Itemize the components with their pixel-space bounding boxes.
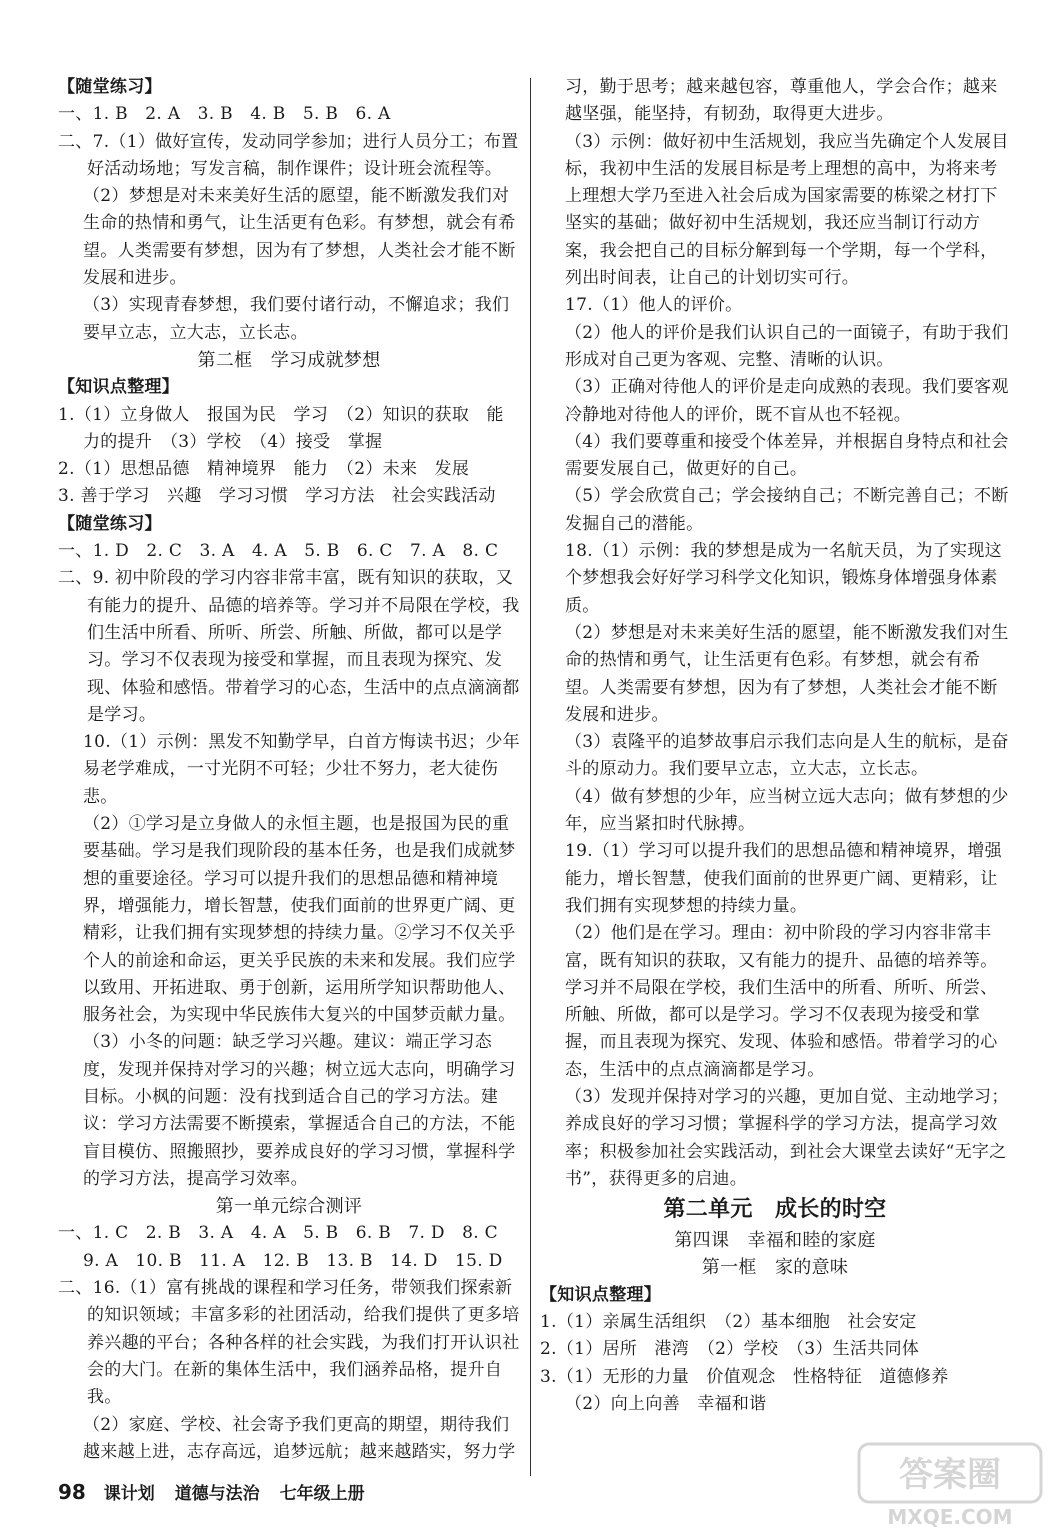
left-paragraph: 10.（1）示例：黑发不知勤学早，白首方悔读书迟；少年易老学难成，一寸光阴不可轻；少壮不努力，老大徒伤悲。 [83, 732, 520, 807]
watermark-text: 答案圈 [899, 1455, 1001, 1495]
right-paragraph: 17.（1）他人的评价。 [565, 295, 743, 316]
right-paragraph: 18.（1）示例：我的梦想是成为一名航天员，为了实现这个梦想我会好好学习科学文化知识，锻炼身体增强身体素质。 [565, 541, 1002, 616]
right-paragraph: （2）他人的评价是我们认识自己的一面镜子，有助于我们形成对自己更为客观、完整、清晰的认识。 [565, 322, 1009, 370]
right-paragraph: （2）向上向善 幸福和谐 [565, 1393, 767, 1414]
column-divider [530, 78, 531, 1476]
right-paragraph: 2.（1）居所 港湾 （2）学校 （3）生活共同体 [540, 1339, 920, 1360]
left-paragraph: 一、1. D 2. C 3. A 4. A 5. B 6. C 7. A 8. C [58, 541, 499, 562]
series-name: 课计划 [103, 1484, 155, 1504]
page-footer [58, 1479, 379, 1504]
left-paragraph: 3. 善于学习 兴趣 学习习惯 学习方法 社会实践活动 [58, 486, 496, 507]
right-paragraph: 【知识点整理】 [540, 1284, 662, 1305]
left-paragraph: 【知识点整理】 [58, 377, 180, 398]
right-paragraph: 19.（1）学习可以提升我们的思想品德和精神境界，增强能力，增长智慧，使我们面前的世界更广阔、更精彩，让我们拥有实现梦想的持续力量。 [565, 841, 1002, 916]
right-paragraph: （2）梦想是对未来美好生活的愿望，能不断激发我们对生命的热情和勇气，让生活更有色彩。有梦想，就会有希望。人类需要有梦想，因为有了梦想，人类社会才能不断发展和进步。 [565, 622, 1009, 725]
right-column [540, 74, 1010, 1418]
left-paragraph: （2）梦想是对未来美好生活的愿望，能不断激发我们对生命的热情和勇气，让生活更有色彩。有梦想，就会有希望。人类需要有梦想，因为有了梦想，人类社会才能不断发展和进步。 [83, 186, 516, 289]
left-paragraph: （2）①学习是立身做人的永恒主题，也是报国为民的重要基础。学习是我们现阶段的基本任务，也是我们成就梦想的重要途径。学习可以提升我们的思想品德和精神境界，增强能力，增长智慧，使我们面前的世界更广阔、更精彩，让我们拥有实现梦想的持续力量。②学习不仅关乎个人的前途和命运，更关乎民族的未来和发展。我们应学以致用、开拓进取、勇于创新，运用所学知识帮助他人、服务社会，为实现中华民族伟大复兴的中国梦贡献力量。 [83, 814, 516, 1026]
left-paragraph: 2.（1）思想品德 精神境界 能力 （2）未来 发展 [58, 459, 470, 480]
left-paragraph: 【随堂练习】 [58, 77, 162, 97]
right-paragraph: （4）做有梦想的少年，应当树立远大志向；做有梦想的少年，应当紧扣时代脉搏。 [565, 786, 1009, 835]
page-number: 98 [58, 1480, 86, 1504]
left-paragraph: （3）小冬的问题：缺乏学习兴趣。建议：端正学习态度，发现并保持对学习的兴趣；树立远大志向，明确学习目标。小枫的问题：没有找到适合自己的学习方法。建议：学习方法需要不断摸索，掌握适合自己的方法，不能盲目模仿、照搬照抄，要养成良好的学习习惯，掌握科学的学习方法，提高学习效率。 [83, 1032, 516, 1189]
left-paragraph: （2）家庭、学校、社会寄予我们更高的期望，期待我们越来越上进，志存高远，追梦远航；越来越踏实，努力学 [83, 1414, 516, 1462]
right-paragraph: 1.（1）亲属生活组织 （2）基本细胞 社会安定 [540, 1312, 917, 1333]
right-paragraph: 3.（1）无形的力量 价值观念 性格特征 道德修养 [540, 1366, 949, 1387]
watermark-logo [855, 1440, 1045, 1530]
watermark-url: MXQE.COM [887, 1505, 1013, 1529]
right-paragraph: 第四课 幸福和睦的家庭 [674, 1230, 876, 1252]
left-paragraph: 第二框 学习成就梦想 [197, 349, 381, 371]
grade-name: 七年级上册 [279, 1484, 365, 1504]
left-paragraph: 一、1. C 2. B 3. A 4. A 5. B 6. B 7. D 8. C [58, 1223, 498, 1244]
left-paragraph: 【随堂练习】 [58, 513, 162, 534]
right-paragraph: （3）正确对待他人的评价是走向成熟的表现。我们要客观冷静地对待他人的评价，既不盲从也不轻视。 [565, 377, 1009, 425]
right-paragraph: （2）他们是在学习。理由：初中阶段的学习内容非常丰富，既有知识的获取，又有能力的提升、品德的培养等。学习并不局限在学校，我们生活中的所看、所听、所尝、所触、所做，都可以是学习。学习不仅表现为接受和掌握，而且表现为探究、发现、体验和感悟。带着学习的心态，生活中的点点滴滴都是学习。 [565, 923, 998, 1080]
right-paragraph: 习，勤于思考；越来越包容，尊重他人，学会合作；越来越坚强，能坚持，有韧劲，取得更大进步。 [565, 77, 998, 125]
right-paragraph: （3）示例：做好初中生活规划，我应当先确定个人发展目标，我初中生活的发展目标是考上理想的高中，为将来考上理想大学乃至进入社会后成为国家需要的栋梁之材打下坚实的基础；做好初中生活规划，我还应当制订行动方案，我会把自己的目标分解到每一个学期，每一个学科，列出时间表，让自己的计划切实可行。 [565, 131, 1009, 289]
left-column [58, 74, 520, 1466]
right-paragraph: （3）发现并保持对学习的兴趣，更加自觉、主动地学习；养成良好的学习习惯；掌握科学的学习方法，提高学习效率；积极参加社会实践活动，到社会大课堂去读好“无字之书”，获得更多的启迪。 [565, 1086, 1009, 1189]
right-paragraph: （5）学会欣赏自己；学会接纳自己；不断完善自己；不断发掘自己的潜能。 [565, 486, 1009, 534]
right-paragraph: 第一框 家的意味 [701, 1257, 849, 1279]
left-paragraph: 二、16.（1）富有挑战的课程和学习任务，带领我们探索新的知识领域；丰富多彩的社团活动，给我们提供了更多培养兴趣的平台；各种各样的社会实践，为我们打开认识社会的大门。在新的集体生活中，我们涵养品格，提升自我。 [58, 1278, 520, 1408]
left-paragraph: 1.（1）立身做人 报国为民 学习 （2）知识的获取 能力的提升 （3）学校 （4）接受 掌握 [58, 404, 504, 452]
left-paragraph: 9. A 10. B 11. A 12. B 13. B 14. D 15. D [83, 1250, 503, 1271]
subject-name: 道德与法治 [174, 1484, 260, 1504]
left-paragraph: 一、1. B 2. A 3. B 4. B 5. B 6. A [58, 104, 391, 125]
right-paragraph: 第二单元 成长的时空 [663, 1197, 887, 1223]
right-paragraph: （4）我们要尊重和接受个体差异，并根据自身特点和社会需要发展自己，做更好的自己。 [565, 431, 1009, 480]
left-paragraph: （3）实现青春梦想，我们要付诸行动，不懈追求；我们要早立志，立大志，立长志。 [83, 295, 510, 343]
left-paragraph: 第一单元综合测评 [215, 1196, 363, 1218]
right-paragraph: （3）袁隆平的追梦故事启示我们志向是人生的航标，是奋斗的原动力。我们要早立志，立大志，立长志。 [565, 732, 1009, 780]
left-paragraph: 二、7.（1）做好宣传，发动同学参加；进行人员分工；布置好活动场地；写发言稿，制作课件；设计班会流程等。 [58, 131, 519, 179]
left-paragraph: 二、9. 初中阶段的学习内容非常丰富，既有知识的获取，又有能力的提升、品德的培养等。学习并不局限在学校，我们生活中所看、所听、所尝、所触、所做，都可以是学习。学习不仅表现为接受和掌握，而且表现为探究、发现、体验和感悟。带着学习的心态，生活中的点点滴滴都是学习。 [58, 568, 520, 725]
